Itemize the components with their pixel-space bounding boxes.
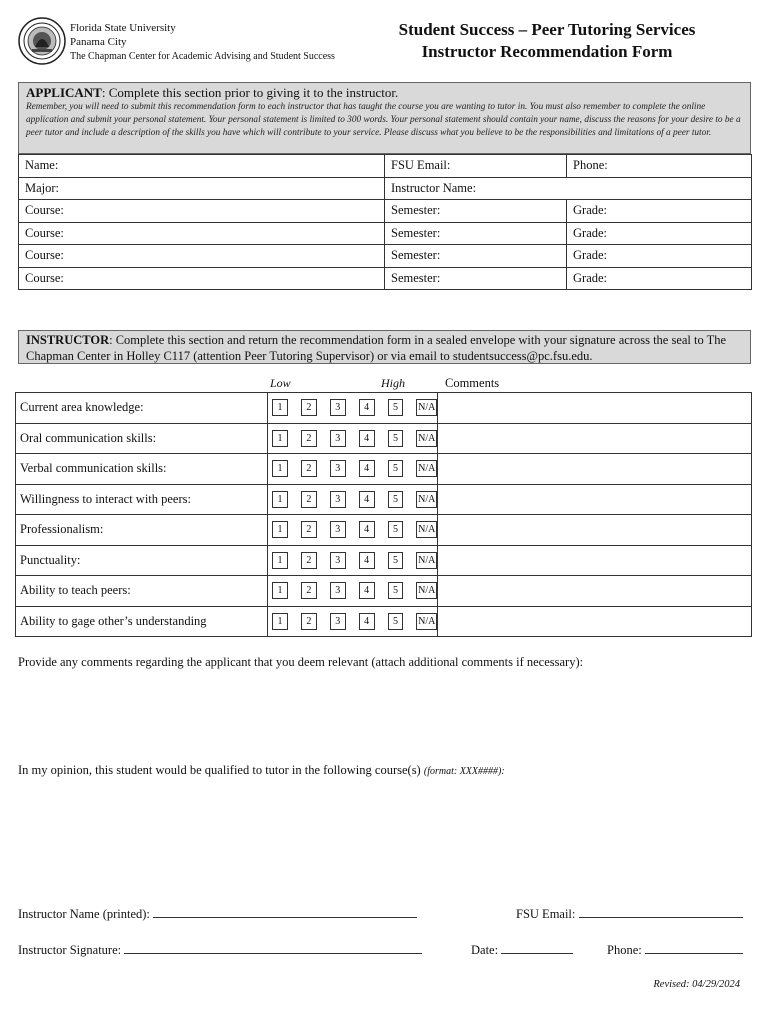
- phone-label: Phone:: [607, 943, 642, 957]
- campus-name: Panama City: [70, 36, 127, 48]
- rating-box-4[interactable]: 4: [359, 491, 375, 508]
- rating-box-4[interactable]: 4: [359, 430, 375, 447]
- grade-field[interactable]: Grade:: [567, 200, 752, 223]
- instructor-signature-row: [18, 943, 422, 958]
- rating-box-4[interactable]: 4: [359, 521, 375, 538]
- rating-box-3[interactable]: 3: [330, 399, 346, 416]
- rating-box-1[interactable]: 1: [272, 613, 288, 630]
- semester-field[interactable]: Semester:: [385, 267, 567, 290]
- comment-cell[interactable]: [438, 545, 752, 576]
- instructor-heading-text: : Complete this section and return the recommendation form in a sealed envelope with your signature across the seal to The Chapman Center in Holley C117 (attention Peer Tutoring Supervisor) or via email to studentsuccess@pc.fsu.edu.: [26, 333, 727, 363]
- rating-box-3[interactable]: 3: [330, 613, 346, 630]
- table-row: [19, 177, 752, 200]
- semester-field[interactable]: Semester:: [385, 200, 567, 223]
- rating-options: [268, 515, 438, 546]
- instructor-signature-label: Instructor Signature:: [18, 943, 122, 957]
- criterion-label: Ability to teach peers:: [16, 576, 268, 607]
- rating-box-5[interactable]: 5: [388, 460, 404, 477]
- rating-row: [16, 454, 752, 485]
- form-subtitle: Instructor Recommendation Form: [421, 42, 673, 61]
- rating-box-4[interactable]: 4: [359, 399, 375, 416]
- criterion-label: Punctuality:: [16, 545, 268, 576]
- criterion-label: Oral communication skills:: [16, 423, 268, 454]
- rating-na-box[interactable]: N/A: [416, 430, 437, 447]
- rating-box-5[interactable]: 5: [388, 613, 404, 630]
- rating-options: [268, 454, 438, 485]
- criterion-label: Professionalism:: [16, 515, 268, 546]
- center-name: The Chapman Center for Academic Advising and Student Success: [70, 51, 335, 62]
- rating-options: [268, 423, 438, 454]
- rating-box-1[interactable]: 1: [272, 521, 288, 538]
- comment-cell[interactable]: [438, 606, 752, 637]
- grade-field[interactable]: Grade:: [567, 267, 752, 290]
- rating-box-4[interactable]: 4: [359, 582, 375, 599]
- rating-box-2[interactable]: 2: [301, 521, 317, 538]
- rating-box-3[interactable]: 3: [330, 552, 346, 569]
- rating-options: [268, 484, 438, 515]
- name-field[interactable]: Name:: [19, 155, 385, 178]
- date-row: [471, 943, 573, 958]
- instructor-signature-line[interactable]: [124, 953, 422, 954]
- table-row: [19, 222, 752, 245]
- rating-na-box[interactable]: N/A: [416, 582, 437, 599]
- rating-na-box[interactable]: N/A: [416, 399, 437, 416]
- rating-box-2[interactable]: 2: [301, 491, 317, 508]
- rating-box-2[interactable]: 2: [301, 552, 317, 569]
- rating-na-box[interactable]: N/A: [416, 521, 437, 538]
- criterion-label: Verbal communication skills:: [16, 454, 268, 485]
- course-field[interactable]: Course:: [19, 222, 385, 245]
- grade-field[interactable]: Grade:: [567, 222, 752, 245]
- rating-na-box[interactable]: N/A: [416, 491, 437, 508]
- rating-row: [16, 576, 752, 607]
- instructor-email-line[interactable]: [579, 917, 743, 918]
- rating-box-3[interactable]: 3: [330, 582, 346, 599]
- rating-box-5[interactable]: 5: [388, 399, 404, 416]
- rating-box-2[interactable]: 2: [301, 430, 317, 447]
- rating-box-5[interactable]: 5: [388, 430, 404, 447]
- rating-options: [268, 393, 438, 424]
- applicant-heading: [26, 85, 743, 101]
- major-field[interactable]: Major:: [19, 177, 385, 200]
- table-row: [19, 267, 752, 290]
- rating-box-4[interactable]: 4: [359, 552, 375, 569]
- date-line[interactable]: [501, 953, 573, 954]
- qualified-courses-area[interactable]: [18, 782, 751, 892]
- instructor-email-row: [516, 907, 743, 922]
- course-field[interactable]: Course:: [19, 267, 385, 290]
- semester-field[interactable]: Semester:: [385, 222, 567, 245]
- rating-row: [16, 393, 752, 424]
- fsu-email-field[interactable]: FSU Email:: [385, 155, 567, 178]
- revised-date: Revised: 04/29/2024: [653, 979, 740, 990]
- qualified-prompt-text: In my opinion, this student would be qualified to tutor in the following course(s): [18, 763, 421, 777]
- rating-row: [16, 484, 752, 515]
- rating-na-box[interactable]: N/A: [416, 460, 437, 477]
- rating-row: [16, 515, 752, 546]
- comment-cell[interactable]: [438, 515, 752, 546]
- instructor-name-printed-row: [18, 907, 417, 922]
- rating-box-2[interactable]: 2: [301, 399, 317, 416]
- rating-row: [16, 545, 752, 576]
- phone-row: [607, 943, 743, 958]
- course-format-hint: (format: XXX####):: [423, 766, 505, 777]
- rating-box-3[interactable]: 3: [330, 430, 346, 447]
- rating-options: [268, 545, 438, 576]
- rating-box-5[interactable]: 5: [388, 552, 404, 569]
- instructor-instructions: [18, 330, 751, 364]
- course-field[interactable]: Course:: [19, 245, 385, 268]
- rating-box-5[interactable]: 5: [388, 582, 404, 599]
- comment-cell[interactable]: [438, 454, 752, 485]
- instructor-name-printed-label: Instructor Name (printed):: [18, 907, 150, 921]
- instructor-name-printed-line[interactable]: [153, 917, 417, 918]
- rating-box-1[interactable]: 1: [272, 552, 288, 569]
- rating-box-1[interactable]: 1: [272, 460, 288, 477]
- rating-box-1[interactable]: 1: [272, 399, 288, 416]
- comments-prompt: Provide any comments regarding the applicant that you deem relevant (attach additional comments if necessary):: [18, 655, 584, 669]
- criterion-label: Ability to gage other’s understanding: [16, 606, 268, 637]
- university-name: Florida State University: [70, 22, 176, 34]
- rating-box-5[interactable]: 5: [388, 521, 404, 538]
- rating-box-1[interactable]: 1: [272, 582, 288, 599]
- scale-high-label: High: [381, 376, 405, 390]
- comment-cell[interactable]: [438, 393, 752, 424]
- rating-box-3[interactable]: 3: [330, 491, 346, 508]
- rating-options: [268, 576, 438, 607]
- scale-low-label: Low: [270, 376, 291, 390]
- rating-box-1[interactable]: 1: [272, 491, 288, 508]
- criterion-label: Willingness to interact with peers:: [16, 484, 268, 515]
- table-row: [19, 200, 752, 223]
- applicant-note: Remember, you will need to submit this recommendation form to each instructor that has taught the course you are wanting to tutor in. You must also remember to complete the online application and submit your personal statement. Your personal statement is limited to 300 words. Your personal statement should contain your name, discuss the reasons for your desire to be a peer tutor and include a description of the skills you have which will contribute to your service. Please discuss what you believe to be the responsibilities and limitations of a peer tutor.: [26, 102, 741, 138]
- rating-box-2[interactable]: 2: [301, 582, 317, 599]
- rating-na-box[interactable]: N/A: [416, 552, 437, 569]
- rating-box-2[interactable]: 2: [301, 613, 317, 630]
- comment-cell[interactable]: [438, 484, 752, 515]
- applicant-heading-text: : Complete this section prior to giving it to the instructor.: [101, 85, 399, 100]
- comment-cell[interactable]: [438, 576, 752, 607]
- comments-area[interactable]: [18, 674, 751, 754]
- criterion-label: Current area knowledge:: [16, 393, 268, 424]
- rating-box-3[interactable]: 3: [330, 521, 346, 538]
- table-row: [19, 245, 752, 268]
- table-row: [19, 155, 752, 178]
- rating-box-4[interactable]: 4: [359, 613, 375, 630]
- phone-line[interactable]: [645, 953, 743, 954]
- rating-options: [268, 606, 438, 637]
- instructor-name-field[interactable]: Instructor Name:: [385, 177, 752, 200]
- course-field[interactable]: Course:: [19, 200, 385, 223]
- rating-box-1[interactable]: 1: [272, 430, 288, 447]
- rating-row: [16, 423, 752, 454]
- rating-box-3[interactable]: 3: [330, 460, 346, 477]
- form-title: Student Success – Peer Tutoring Services: [398, 20, 696, 39]
- phone-field[interactable]: Phone:: [567, 155, 752, 178]
- applicant-instructions: [18, 82, 751, 154]
- fsu-seal-logo: [18, 17, 66, 65]
- instructor-email-label: FSU Email:: [516, 907, 576, 921]
- comment-cell[interactable]: [438, 423, 752, 454]
- comments-column-header: Comments: [445, 376, 500, 390]
- applicant-label: APPLICANT: [26, 85, 102, 100]
- rating-box-5[interactable]: 5: [388, 491, 404, 508]
- rating-box-4[interactable]: 4: [359, 460, 375, 477]
- semester-field[interactable]: Semester:: [385, 245, 567, 268]
- rating-na-box[interactable]: N/A: [416, 613, 437, 630]
- rating-table: [15, 392, 752, 637]
- rating-box-2[interactable]: 2: [301, 460, 317, 477]
- grade-field[interactable]: Grade:: [567, 245, 752, 268]
- instructor-label: INSTRUCTOR: [26, 333, 110, 347]
- qualified-prompt: [18, 763, 505, 778]
- rating-row: [16, 606, 752, 637]
- applicant-info-table: [18, 154, 752, 290]
- date-label: Date:: [471, 943, 499, 957]
